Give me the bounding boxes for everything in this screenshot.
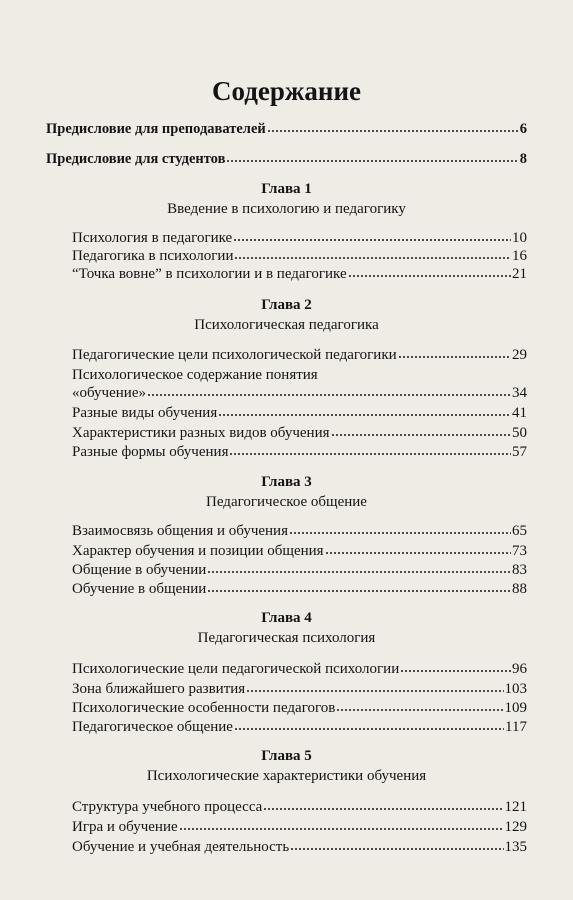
dot-leader <box>336 700 503 712</box>
toc-entry[interactable] <box>72 818 527 836</box>
dot-leader <box>233 230 511 242</box>
toc-entry-title: Обучение в общении <box>72 581 207 597</box>
toc-entry-title: Педагогическое общение <box>72 719 233 735</box>
toc-entry-page: 8 <box>519 151 527 167</box>
dot-leader <box>218 405 511 417</box>
dot-leader <box>290 839 503 851</box>
toc-entry-title: Психология в педагогике <box>72 230 233 246</box>
chapter-title: Педагогическое общение <box>206 494 367 510</box>
toc-entry[interactable] <box>72 404 527 422</box>
chapter-title: Психологическая педагогика <box>194 317 379 333</box>
toc-entry-page: 10 <box>512 230 527 246</box>
toc-entry-page: 88 <box>512 581 527 597</box>
toc-entry-page: 41 <box>512 405 527 421</box>
toc-entry-preface-teachers[interactable] <box>46 120 527 138</box>
toc-entry[interactable] <box>72 265 527 283</box>
dot-leader <box>147 385 511 397</box>
toc-entry-page: 34 <box>512 385 527 401</box>
toc-entry-page: 6 <box>519 121 527 137</box>
dot-leader <box>234 719 504 731</box>
toc-entry[interactable] <box>72 561 527 579</box>
dot-leader <box>331 425 511 437</box>
toc-entry[interactable] <box>72 346 527 364</box>
toc-entry-page: 109 <box>504 700 527 716</box>
dot-leader <box>207 562 511 574</box>
chapter-title: Введение в психологию и педагогику <box>167 201 406 217</box>
toc-entry-page: 135 <box>504 839 527 855</box>
toc-entry[interactable] <box>72 660 527 678</box>
dot-leader <box>400 661 511 673</box>
toc-entry[interactable] <box>72 443 527 461</box>
toc-entry[interactable] <box>72 580 527 598</box>
toc-entry-page: 50 <box>512 425 527 441</box>
chapter-title: Психологические характеристики обучения <box>146 768 427 784</box>
toc-entry-title: Общение в обучении <box>72 562 207 578</box>
dot-leader <box>263 799 503 811</box>
toc-entry-page: 65 <box>512 523 527 539</box>
toc-entry[interactable] <box>72 718 527 736</box>
chapter-number: Глава 5 <box>261 748 312 764</box>
toc-entry[interactable] <box>72 384 527 402</box>
toc-entry-title: Психологические цели педагогической психологии <box>72 661 400 677</box>
toc-entry-title: Педагогика в психологии <box>72 248 234 264</box>
toc-entry-title: Характер обучения и позиции общения <box>72 543 324 559</box>
chapter-number: Глава 1 <box>261 181 312 197</box>
toc-entry[interactable] <box>72 798 527 816</box>
toc-entry-title: “Точка вовне” в психологии и в педагогике <box>72 266 347 282</box>
toc-entry-title: «обучение» <box>72 385 146 401</box>
toc-entry-title: Психологические особенности педагогов <box>72 700 336 716</box>
toc-entry-title: Разные виды обучения <box>72 405 218 421</box>
toc-entry-page: 117 <box>505 719 527 735</box>
dot-leader <box>398 347 511 359</box>
toc-entry-page: 21 <box>512 266 527 282</box>
toc-entry-title: Предисловие для студентов <box>46 151 226 167</box>
toc-entry[interactable] <box>72 522 527 540</box>
toc-entry-title: Структура учебного процесса <box>72 799 263 815</box>
toc-entry[interactable] <box>72 542 527 560</box>
chapter-number: Глава 2 <box>261 297 312 313</box>
toc-entry-title: Зона ближайшего развития <box>72 681 246 697</box>
toc-entry-title: Разные формы обучения <box>72 444 229 460</box>
toc-entry[interactable] <box>72 247 527 265</box>
toc-entry-page: 129 <box>504 819 527 835</box>
chapter-title: Педагогическая психология <box>197 630 376 646</box>
toc-entry-title-line1: Психологическое содержание понятия <box>72 367 318 383</box>
toc-entry-title: Педагогические цели психологической педагогики <box>72 347 397 363</box>
toc-entry-page: 73 <box>512 543 527 559</box>
toc-entry-title: Игра и обучение <box>72 819 178 835</box>
toc-entry-title: Предисловие для преподавателей <box>46 121 266 137</box>
toc-entry[interactable] <box>72 699 527 717</box>
dot-leader <box>289 523 511 535</box>
dot-leader <box>226 151 518 163</box>
toc-entry[interactable] <box>72 680 527 698</box>
chapter-number: Глава 3 <box>261 474 312 490</box>
toc-entry-page: 83 <box>512 562 527 578</box>
toc-entry[interactable] <box>72 424 527 442</box>
toc-entry-page: 103 <box>504 681 527 697</box>
toc-entry-page: 57 <box>512 444 527 460</box>
toc-entry-page: 96 <box>512 661 527 677</box>
dot-leader <box>234 248 511 260</box>
toc-entry-title: Обучение и учебная деятельность <box>72 839 290 855</box>
dot-leader <box>179 819 504 831</box>
toc-entry[interactable] <box>72 229 527 247</box>
toc-entry-page: 16 <box>512 248 527 264</box>
dot-leader <box>207 581 511 593</box>
toc-entry-title: Характеристики разных видов обучения <box>72 425 330 441</box>
dot-leader <box>267 121 519 133</box>
toc-entry-preface-students[interactable] <box>46 150 527 168</box>
toc-entry[interactable] <box>72 838 527 856</box>
page-title: Содержание <box>211 76 362 106</box>
dot-leader <box>229 444 511 456</box>
toc-entry-page: 29 <box>512 347 527 363</box>
dot-leader <box>348 266 511 278</box>
toc-entry-title: Взаимосвязь общения и обучения <box>72 523 288 539</box>
dot-leader <box>246 681 503 693</box>
chapter-number: Глава 4 <box>261 610 312 626</box>
toc-entry-page: 121 <box>504 799 527 815</box>
dot-leader <box>325 543 511 555</box>
